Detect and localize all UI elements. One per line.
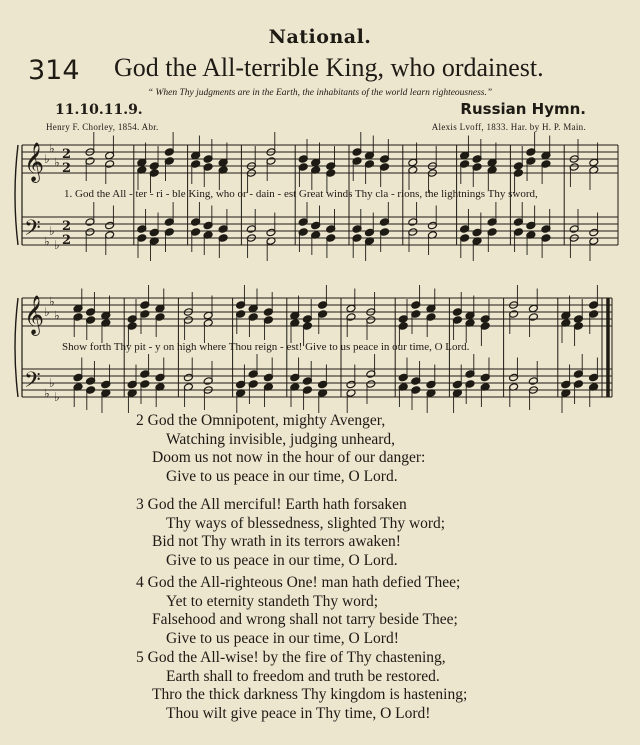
stanza-line bbox=[136, 649, 467, 668]
stanza-line: Bid not Thy wrath in its terrors awaken! bbox=[152, 533, 401, 551]
stanza-3 bbox=[136, 496, 445, 570]
stanza-line bbox=[136, 412, 425, 431]
scripture-epigraph: “ When Thy judgments are in the Earth, the inhabitants of the world learn righteousness.” bbox=[147, 88, 493, 98]
stanza-text: God the Omnipotent, mighty Avenger, bbox=[147, 412, 386, 429]
section-heading: National. bbox=[268, 26, 372, 48]
stanza-number: 4 bbox=[136, 574, 144, 591]
flat-sign: ♭ bbox=[49, 224, 55, 238]
flat-sign: ♭ bbox=[49, 294, 55, 309]
flat-sign: ♭ bbox=[54, 390, 60, 404]
tune-name: Russian Hymn. bbox=[460, 100, 586, 118]
flat-sign: ♭ bbox=[44, 234, 50, 249]
stanza-number: 5 bbox=[136, 649, 144, 666]
meter: 11.10.11.9. bbox=[55, 102, 143, 118]
clef: 𝄞 bbox=[24, 142, 45, 182]
hymn-title: God the All-terrible King, who ordainest. bbox=[114, 53, 544, 82]
flat-sign: ♭ bbox=[54, 238, 60, 252]
system-brace bbox=[15, 298, 18, 397]
stanza-2 bbox=[136, 412, 425, 486]
clef: 𝄢 bbox=[24, 368, 41, 398]
composer-credit: Alexis Lvoff, 1833. Har. by H. P. Main. bbox=[431, 122, 586, 132]
time-signature: 2 bbox=[62, 147, 72, 162]
stanza-line: Yet to eternity standeth Thy word; bbox=[166, 592, 379, 610]
flat-sign: ♭ bbox=[44, 152, 50, 166]
stanza-text: God the All-wise! by the fire of Thy chastening, bbox=[147, 649, 446, 666]
stanza-text: God the All-righteous One! man hath defied Thee; bbox=[147, 574, 461, 591]
stanza-line: Thy ways of blessedness, slighted Thy word; bbox=[166, 514, 446, 532]
time-signature: 2 bbox=[62, 233, 72, 248]
stanza-line: Thou wilt give peace in Thy time, O Lord! bbox=[166, 704, 431, 722]
flat-sign: ♭ bbox=[49, 141, 55, 156]
stanza-line: Earth shall to freedom and truth be restored. bbox=[166, 667, 440, 685]
flat-sign: ♭ bbox=[44, 386, 50, 401]
flat-sign: ♭ bbox=[44, 305, 50, 319]
stanza-number: 3 bbox=[136, 496, 144, 513]
stanza-line: Thro the thick darkness Thy kingdom is hastening; bbox=[152, 686, 468, 704]
stanza-number: 2 bbox=[136, 412, 144, 429]
hymn-number: 314 bbox=[28, 55, 80, 86]
stanza-4 bbox=[136, 574, 460, 648]
flat-sign: ♭ bbox=[54, 155, 60, 170]
author-credit: Henry F. Chorley, 1854. Abr. bbox=[46, 122, 159, 132]
clef: 𝄢 bbox=[24, 216, 41, 246]
flat-sign: ♭ bbox=[54, 308, 60, 323]
stanza-line: Give to us peace in our time, O Lord. bbox=[166, 467, 398, 485]
time-signature: 2 bbox=[62, 219, 72, 234]
stanza-line: Give to us peace in our time, O Lord! bbox=[166, 629, 399, 647]
clef: 𝄞 bbox=[24, 295, 45, 335]
stanza-line: Doom us not now in the hour of our danger: bbox=[152, 449, 426, 467]
stanza-line bbox=[136, 496, 445, 515]
stanza-line bbox=[136, 574, 460, 593]
stanza-line: Watching invisible, judging unheard, bbox=[166, 430, 396, 448]
flat-sign: ♭ bbox=[49, 376, 55, 390]
stanza-line: Give to us peace in our time, O Lord. bbox=[166, 551, 398, 569]
stanza-line: Falsehood and wrong shall not tarry beside Thee; bbox=[152, 611, 458, 629]
stanza-text: God the All merciful! Earth hath forsaken bbox=[147, 496, 407, 513]
lyrics-line-1: 1. God the All - ter - ri - ble King, who or - dain - est Great winds Thy cla - rions, the lightnings Thy sword, bbox=[64, 188, 538, 200]
lyrics-line-2: Show forth Thy pit - y on high where Thou reign - est! Give to us peace in our time, O Lord. bbox=[62, 341, 470, 353]
system-brace bbox=[15, 145, 18, 245]
time-signature: 2 bbox=[62, 161, 72, 176]
stanza-5 bbox=[136, 649, 467, 723]
